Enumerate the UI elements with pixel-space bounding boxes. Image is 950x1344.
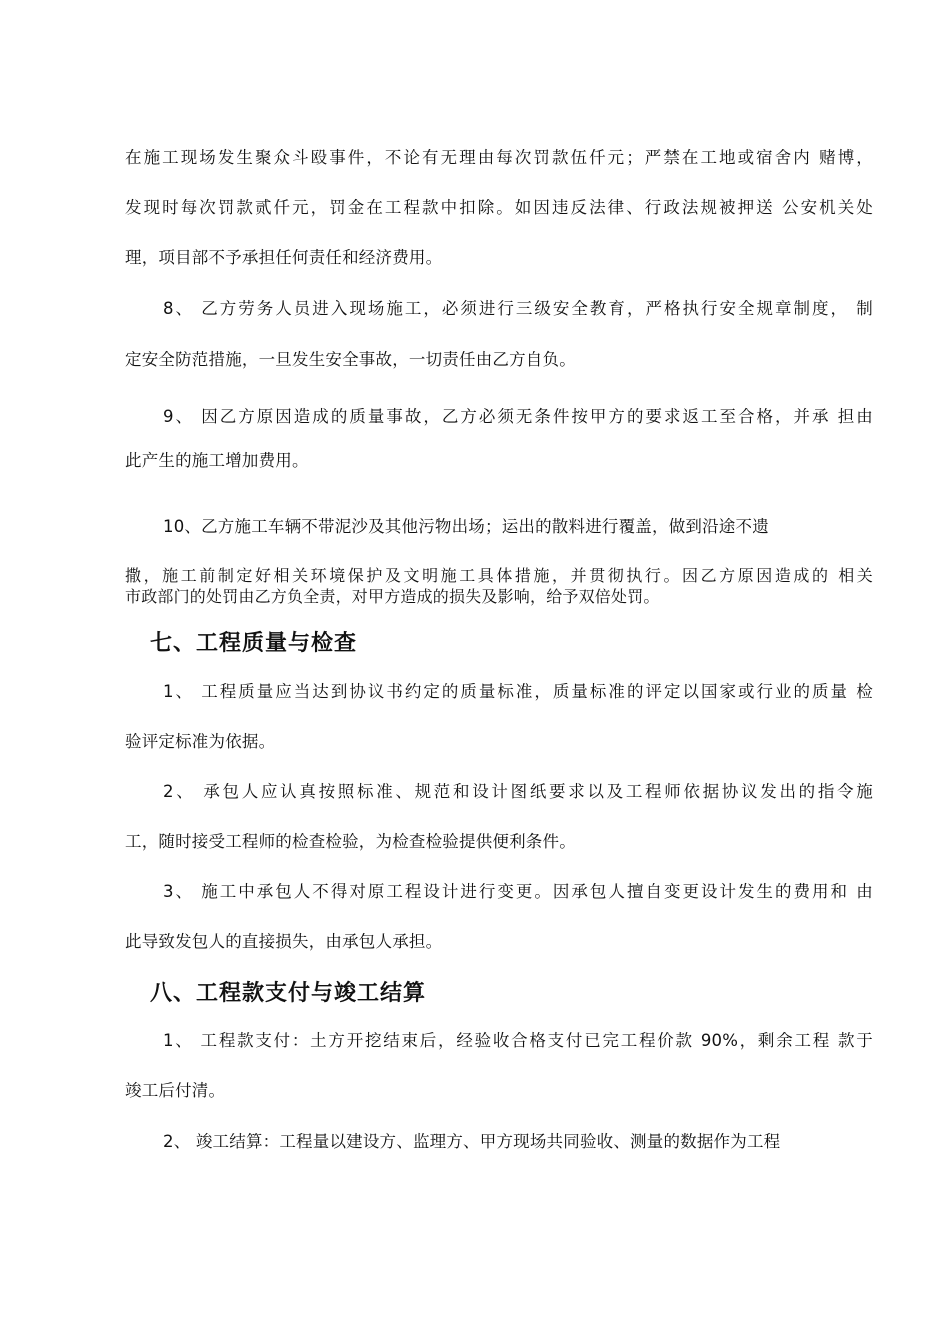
item-10-line: 10、乙方施工车辆不带泥沙及其他污物出场；运出的散料进行覆盖，做到沿途不遗 [163,517,769,536]
section-heading-7: 七、工程质量与检查 [150,631,358,656]
paragraph-line: 验评定标准为依据。 [125,732,276,751]
paragraph-line: 工，随时接受工程师的检查检验，为检查检验提供便利条件。 [125,832,576,851]
item-1-line: 1、 工程款支付：土方开挖结束后，经验收合格支付已完工程价款 90%，剩余工程 款于 [163,1031,873,1050]
paragraph-line: 市政部门的处罚由乙方负全责，对甲方造成的损失及影响，给予双倍处罚。 [125,587,660,606]
item-3-line: 3、 施工中承包人不得对原工程设计进行变更。因承包人擅自变更设计发生的费用和 由 [163,882,873,901]
item-8-line: 8、 乙方劳务人员进入现场施工，必须进行三级安全教育，严格执行安全规章制度， 制 [163,299,873,318]
paragraph-line: 竣工后付清。 [125,1081,226,1100]
paragraph-line: 定安全防范措施，一旦发生安全事故，一切责任由乙方自负。 [125,350,576,369]
item-1-line: 1、 工程质量应当达到协议书约定的质量标准，质量标准的评定以国家或行业的质量 检 [163,682,873,701]
item-9-line: 9、 因乙方原因造成的质量事故，乙方必须无条件按甲方的要求返工至合格，并承 担由 [163,407,873,426]
item-2-line: 2、 竣工结算：工程量以建设方、监理方、甲方现场共同验收、测量的数据作为工程 [163,1132,781,1151]
paragraph-line: 在施工现场发生聚众斗殴事件，不论有无理由每次罚款伍仟元；严禁在工地或宿舍内 赌博， [125,148,873,167]
section-heading-8: 八、工程款支付与竣工结算 [150,981,427,1006]
paragraph-line: 此产生的施工增加费用。 [125,451,309,470]
paragraph-line: 此导致发包人的直接损失，由承包人承担。 [125,932,443,951]
paragraph-line: 撒，施工前制定好相关环境保护及文明施工具体措施，并贯彻执行。因乙方原因造成的 相关 [125,566,873,585]
paragraph-line: 发现时每次罚款贰仟元，罚金在工程款中扣除。如因违反法律、行政法规被押送 公安机关处 [125,198,873,217]
paragraph-line: 理，项目部不予承担任何责任和经济费用。 [125,248,443,267]
item-2-line: 2、 承包人应认真按照标准、规范和设计图纸要求以及工程师依据协议发出的指令施 [163,782,873,801]
